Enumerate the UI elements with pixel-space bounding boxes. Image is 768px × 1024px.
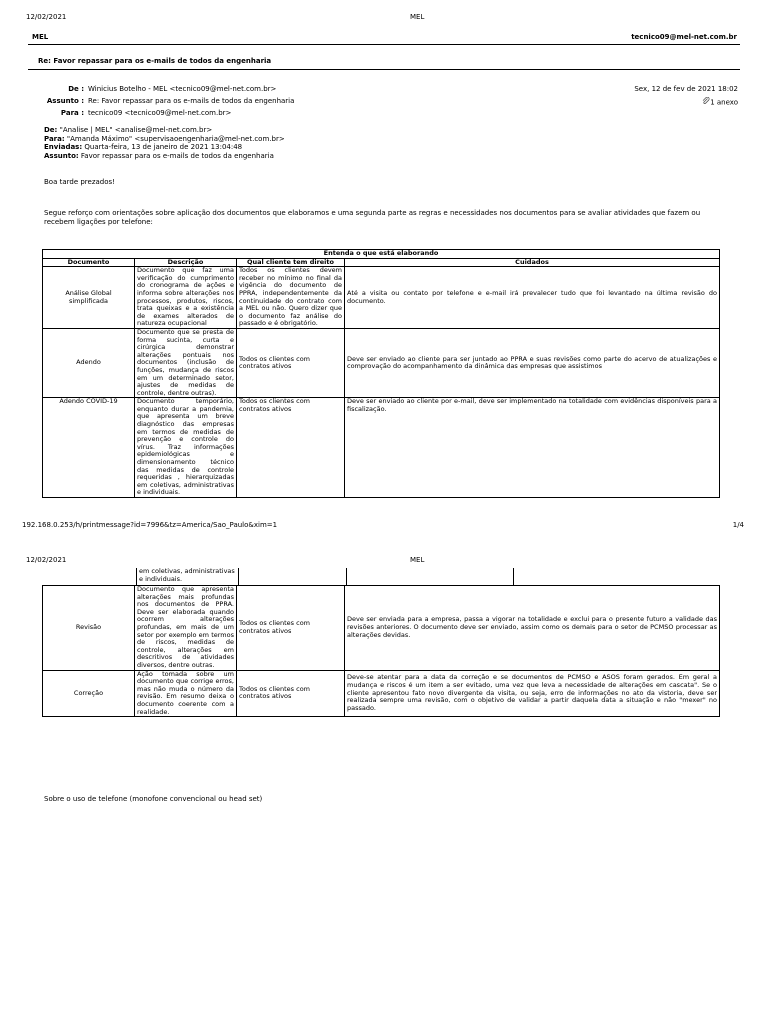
subject-label: Assunto : xyxy=(46,97,84,105)
row-desc: Ação tomada sobre um documento que corrige erros, mas não muda o número da revisão. Em resumo deixa o documento coerente com a realidade. xyxy=(135,670,237,717)
footer-page-number: 1/4 xyxy=(732,521,744,529)
row-client: Todos os clientes com contratos ativos xyxy=(237,398,345,498)
fwd-sent-line: Enviadas: Quarta-feira, 13 de janeiro de 2021 13:04:48 xyxy=(44,143,243,151)
attachment-count: 1 anexo xyxy=(710,98,738,107)
footer-url: 192.168.0.253/h/printmessage?id=7996&tz=America/Sao_Paulo&xim=1 xyxy=(22,521,278,529)
from-value: Winicius Botelho - MEL <tecnico09@mel-net.com.br> xyxy=(88,85,277,93)
col-header-descricao: Descrição xyxy=(135,258,237,267)
row-doc: Correção xyxy=(43,670,135,717)
table-caption: Entenda o que está elaborando xyxy=(43,250,720,259)
intro-paragraph: Segue reforço com orientações sobre aplicação dos documentos que elaboramos e uma segunda parte as regras e necessidades nos documentos para se avaliar atividades que fazem ou recebem ligações por telefone: xyxy=(44,209,701,226)
table-clip-page1 xyxy=(42,249,720,517)
row-care: Deve ser enviado ao cliente por e-mail, deve ser implementado na totalidade com evidências disponíveis para a fiscalização. xyxy=(345,398,720,498)
print-title: MEL xyxy=(410,13,425,21)
row-care: Até a visita ou contato por telefone e e-mail irá prevalecer tudo que foi levantado na última revisão do documento. xyxy=(345,267,720,329)
account-email: tecnico09@mel-net.com.br xyxy=(631,33,737,41)
table-row xyxy=(43,328,720,397)
table-continuation xyxy=(136,568,514,585)
row-client: Todos os clientes com contratos ativos xyxy=(237,328,345,397)
client-cell-continuation xyxy=(239,568,347,585)
print-date-page2: 12/02/2021 xyxy=(26,556,67,564)
col-header-documento: Documento xyxy=(43,258,135,267)
row-desc: Documento que faz uma verificação do cumprimento do cronograma de ações e informa sobre alterações nos processos, produtos, riscos, trata queixas e a existência de exames alterados de natureza ocupacional xyxy=(135,267,237,329)
print-date: 12/02/2021 xyxy=(26,13,67,21)
row-doc: Adendo xyxy=(43,328,135,397)
to-value: tecnico09 <tecnico09@mel-net.com.br> xyxy=(88,109,232,117)
fwd-subject-line: Assunto: Favor repassar para os e-mails de todos da engenharia xyxy=(44,151,274,160)
table-row xyxy=(43,267,720,329)
col-header-cuidados: Cuidados xyxy=(345,258,720,267)
attachment-indicator[interactable] xyxy=(702,97,738,108)
row-desc: Documento temporário, enquanto durar a pandemia, que apresenta um breve diagnóstico das empresas em termos de medidas de prevenção e controle do vírus. Traz informações epidemiológicas e dimensionamento técnico das medidas de controle requeridas , hierarquizadas em coletivas, administrativas e individuais. xyxy=(135,398,237,498)
row-care: Deve-se atentar para a data da correção e se documentos de PCMSO e ASOS foram gerados. Em geral a mudança e riscos é um item a ser evitado, uma vez que leva a necessidade de alterações em cascata". Se o cliente apresentou fato novo divergente da visita, ou seja, erro de informações no ato da vistoria, deve ser realizada sempre uma revisão, com o objetivo de validar a partir daquela data a situação e não "mexer" no passado. xyxy=(345,670,720,717)
subject-divider xyxy=(28,69,740,70)
row-client: Todos os clientes devem receber no mínimo no final da vigência do documento de PPRA, independentemente da continuidade do contrato com a MEL ou não. Quero dizer que o documento faz análise do passado e é obrigatório. xyxy=(237,267,345,329)
col-header-cliente: Qual cliente tem direito xyxy=(237,258,345,267)
message-date: Sex, 12 de fev de 2021 18:02 xyxy=(634,85,738,93)
table-row xyxy=(43,398,720,498)
row-client: Todos os clientes com contratos ativos xyxy=(237,670,345,717)
row-care: Deve ser enviado ao cliente para ser juntado ao PPRA e suas revisões como parte do acervo de atualizações e comprovação do acompanhamento da dinâmica das empresas que assistimos xyxy=(345,328,720,397)
message-subject-heading: Re: Favor repassar para os e-mails de todos da engenharia xyxy=(38,57,272,65)
greeting: Boa tarde prezados! xyxy=(44,178,115,186)
closing-line: Sobre o uso de telefone (monofone convencional ou head set) xyxy=(44,795,263,803)
row-doc: Análise Global simplificada xyxy=(43,267,135,329)
row-desc-continuation: em coletivas, administrativas e individuais. xyxy=(137,568,239,585)
header-divider xyxy=(28,44,740,45)
row-desc: Documento que se presta de forma sucinta, curta e cirúrgica demonstrar alterações pontuais nos documentos (inclusão de funções, mudança de riscos em um determinado setor, ajustes de medidas de controle, dentre outras). xyxy=(135,328,237,397)
subject-value: Re: Favor repassar para os e-mails de todos da engenharia xyxy=(88,97,295,105)
row-client: Todos os clientes com contratos ativos xyxy=(237,586,345,671)
row-desc: Documento que apresenta alterações mais profundas nos documentos de PPRA. Deve ser elaborada quando ocorrem alterações profundas, em mais de um setor por exemplo em termos de riscos, medidas de controle, alterações em descritivos de atividades diversos, dentre outras. xyxy=(135,586,237,671)
paperclip-icon xyxy=(702,97,710,108)
documents-table-page2 xyxy=(42,585,720,717)
fwd-to-line: Para: "Amanda Máximo" <supervisaoengenharia@mel-net.com.br> xyxy=(44,134,285,143)
forwarded-header xyxy=(44,126,285,160)
row-doc: Revisão xyxy=(43,586,135,671)
fwd-from-line: De: "Analise | MEL" <analise@mel-net.com.br> xyxy=(44,126,213,134)
print-title-page2: MEL xyxy=(410,556,425,564)
row-doc: Adendo COVID-19 xyxy=(43,398,135,498)
app-name: MEL xyxy=(32,33,49,41)
table-row xyxy=(43,670,720,717)
from-label: De : xyxy=(68,85,84,93)
table-row xyxy=(43,586,720,671)
row-care: Deve ser enviada para a empresa, passa a vigorar na totalidade e exclui para o presente futuro a validade das revisões anteriores. O documento deve ser enviado, assim como os demais para o setor de PCMSO processar as alterações devidas. xyxy=(345,586,720,671)
to-label: Para : xyxy=(60,109,84,117)
documents-table xyxy=(42,249,720,498)
